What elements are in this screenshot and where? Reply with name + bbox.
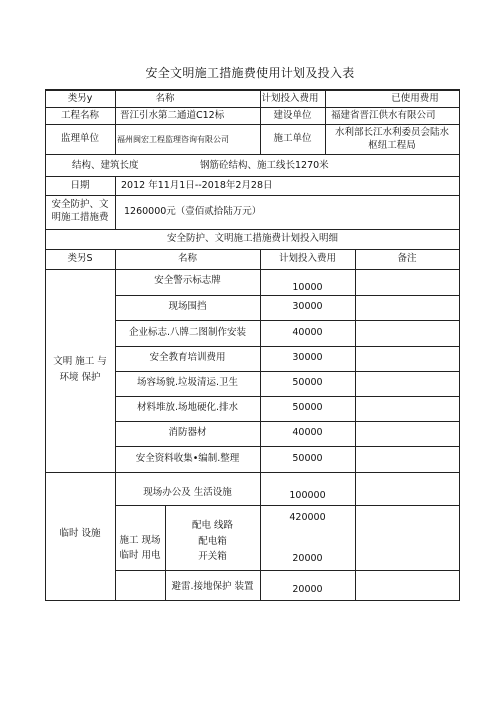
detail-title: 安全防护、文明施工措施费计划投入明细	[166, 233, 338, 244]
detail-header-planned: 计划投入费用	[278, 253, 336, 264]
table-rule	[115, 421, 460, 422]
category-civil-line1: 文明 施工 与	[53, 356, 107, 367]
table-rule	[115, 320, 460, 321]
temp-power-sub1: 配电 线路	[191, 520, 234, 531]
temp-office-name: 现场办公及 生活设施	[143, 487, 232, 498]
table-rule	[45, 269, 460, 270]
list-item-amount: 50000	[292, 402, 323, 413]
temp-lightning-amount: 20000	[292, 584, 323, 595]
table-rule	[115, 446, 460, 447]
header-category: 类另y	[67, 93, 93, 104]
table-rule	[115, 505, 460, 506]
table-rule	[115, 346, 460, 347]
fee-label-line2: 明施工措施费	[51, 212, 109, 223]
table-rule	[115, 570, 460, 571]
list-item-name: 消防器材	[168, 427, 207, 438]
list-item-name: 安全警示标志牌	[154, 275, 221, 286]
list-item-amount: 40000	[292, 427, 323, 438]
detail-header-remark: 备注	[397, 253, 417, 264]
category-temp: 临时 设施	[59, 528, 101, 539]
list-item-name: 安全资料收集•编制.整理	[135, 453, 240, 464]
supervisor: 福州闽宏工程监理咨询有限公司	[117, 135, 229, 144]
detail-header-name: 名称	[177, 253, 197, 264]
list-item-name: 材料堆放.场地硬化.排水	[136, 402, 239, 413]
temp-power-amount1: 420000	[289, 512, 326, 523]
temp-office-amount: 100000	[289, 490, 326, 501]
contractor-line2: 枢纽工程局	[368, 140, 416, 151]
table-rule	[45, 472, 460, 473]
category-civil-line2: 环境 保护	[59, 372, 101, 383]
builder: 福建省晋江供水有限公司	[331, 110, 436, 121]
builder-label: 建设单位	[273, 110, 312, 121]
page-title: 安全文明施工措施费使用计划及投入表	[145, 66, 355, 80]
contractor-label: 施工单位	[273, 133, 312, 144]
table-rule	[45, 229, 460, 230]
header-planned: 计划投入费用	[261, 93, 319, 104]
temp-power-sub2: 配电箱	[198, 536, 227, 547]
table-border-left	[45, 89, 46, 601]
detail-header-category: 类另S	[67, 253, 93, 264]
table-rule	[115, 396, 460, 397]
fee-value: 1260000元（壹佰贰拾陆万元）	[124, 206, 262, 217]
table-rule	[45, 176, 460, 177]
list-item-amount: 10000	[292, 282, 323, 293]
temp-power-label-line1: 施工 现场	[119, 535, 161, 546]
temp-power-amount2: 20000	[292, 553, 323, 564]
temp-power-sub3: 开关箱	[198, 551, 227, 562]
list-item-name: 安全教育培训费用	[149, 352, 226, 363]
list-item-amount: 50000	[292, 377, 323, 388]
table-rule	[45, 195, 460, 196]
list-item-amount: 30000	[292, 301, 323, 312]
list-item-amount: 40000	[292, 327, 323, 338]
project-name: 晋江引水第二通道C12标	[120, 110, 225, 121]
table-rule	[45, 154, 460, 155]
contractor-line1: 水利部长江水利委员会陆水	[334, 127, 449, 138]
header-name: 名称	[155, 93, 175, 104]
fee-label-line1: 安全防护、文	[51, 199, 109, 210]
temp-lightning-name: 避雷.接地保护 装置	[171, 581, 254, 592]
table-rule	[45, 107, 460, 108]
table-rule	[45, 124, 460, 125]
table-rule	[45, 249, 460, 250]
date-value: 2012 年11月1日--2018年2月28日	[121, 180, 273, 191]
table-border-bottom	[45, 600, 460, 601]
supervisor-label: 监理单位	[60, 133, 99, 144]
list-item-amount: 30000	[292, 352, 323, 363]
list-item-name: 场容场貌.垃圾清运.卫生	[136, 377, 239, 388]
structure-value: 钢筋砼结构、施工线长1270米	[200, 160, 329, 171]
temp-power-label-line2: 临时 用电	[119, 550, 161, 561]
table-rule	[115, 371, 460, 372]
table-border-right	[459, 89, 460, 601]
list-item-name: 现场围挡	[168, 301, 207, 312]
project-name-label: 工程名称	[60, 110, 99, 121]
list-item-amount: 50000	[292, 453, 323, 464]
table-border-top	[45, 89, 460, 91]
structure-label: 结构、建筑长度	[72, 160, 139, 171]
list-item-name: 企业标志.八牌二图制作安装	[128, 327, 247, 338]
header-used: 已使用费用	[391, 93, 439, 104]
table-rule	[355, 249, 356, 601]
table-rule	[115, 176, 116, 229]
table-rule	[115, 295, 460, 296]
date-label: 日期	[70, 180, 90, 191]
